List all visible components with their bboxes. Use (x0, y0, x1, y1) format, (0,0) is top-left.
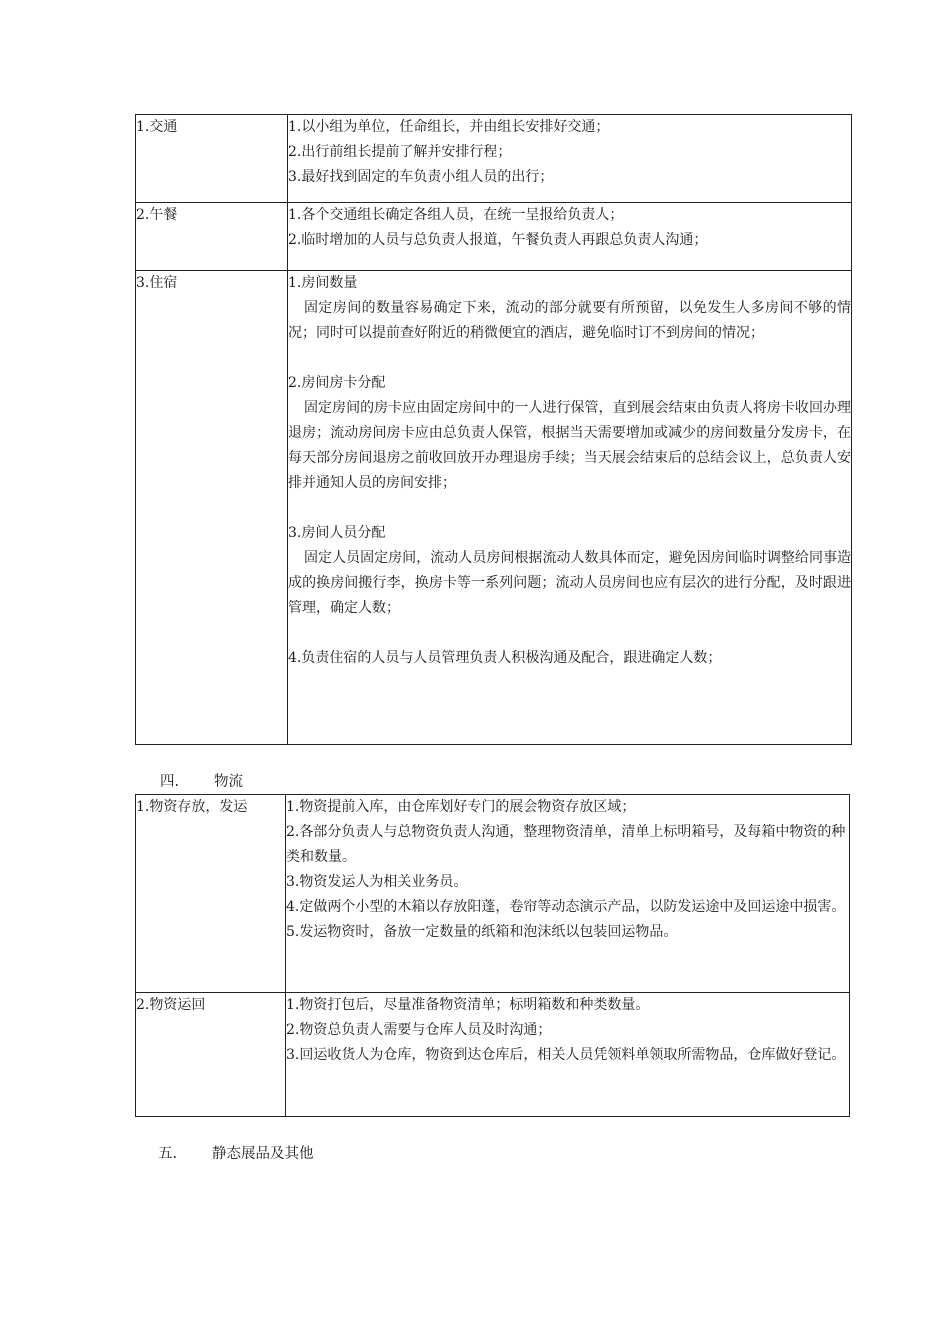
subsection-title: 1.房间数量 (288, 275, 358, 291)
detail-line: 1.物资打包后，尽量准备物资清单；标明箱数和种类数量。 (286, 997, 650, 1013)
subsection-text: 固定房间的房卡应由固定房间中的一人进行保管，直到展会结束由负责人将房卡收回办理退房；流动房间房卡应由总负责人保管，根据当天需要增加或减少的房间数量分发房卡，在每天部分房间退房之前收回放开办理退房手续；当天展会结束后的总结会议上，总负责人安排并通知人员的房间安排； (288, 400, 851, 491)
table-arrangements (135, 114, 852, 745)
section-heading-logistics (160, 772, 243, 792)
detail-line: 3.最好找到固定的车负责小组人员的出行； (288, 169, 554, 185)
section-title: 静态展品及其他 (212, 1146, 314, 1162)
row-category-lunch: 2.午餐 (136, 203, 288, 271)
table-row (136, 795, 850, 993)
detail-line: 5.发运物资时，备放一定数量的纸箱和泡沫纸以包装回运物品。 (286, 924, 678, 940)
table-row (136, 993, 850, 1117)
section-number: 五. (158, 1146, 178, 1162)
row-category-storage-shipping: 1.物资存放，发运 (136, 795, 286, 993)
detail-line: 2.临时增加的人员与总负责人报道，午餐负责人再跟总负责人沟通； (288, 232, 708, 248)
row-details-return (286, 993, 850, 1117)
subsection-title: 3.房间人员分配 (288, 525, 386, 541)
spacer (288, 346, 851, 371)
row-details-lunch (288, 203, 852, 271)
section-heading-static-exhibits (158, 1144, 314, 1164)
detail-line: 1.物资提前入库，由仓库划好专门的展会物资存放区域； (286, 799, 636, 815)
subsection-title: 4.负责住宿的人员与人员管理负责人积极沟通及配合，跟进确定人数； (288, 650, 722, 666)
table-row (136, 271, 852, 745)
section-number: 四. (160, 774, 180, 790)
table-row (136, 115, 852, 203)
detail-line: 3.物资发运人为相关业务员。 (286, 874, 468, 890)
row-category-transport: 1.交通 (136, 115, 288, 203)
section-title: 物流 (214, 774, 243, 790)
spacer (288, 621, 851, 646)
row-category-return: 2.物资运回 (136, 993, 286, 1117)
row-details-transport (288, 115, 852, 203)
row-details-storage-shipping (286, 795, 850, 993)
subsection-text: 固定房间的数量容易确定下来，流动的部分就要有所预留，以免发生人多房间不够的情况；同时可以提前查好附近的稍微便宜的酒店，避免临时订不到房间的情况； (288, 300, 851, 341)
detail-line: 1.各个交通组长确定各组人员，在统一呈报给负责人； (288, 207, 624, 223)
subsection-title: 2.房间房卡分配 (288, 375, 386, 391)
detail-line: 3.回运收货人为仓库，物资到达仓库后，相关人员凭领料单领取所需物品，仓库做好登记。 (286, 1047, 846, 1063)
table-row (136, 203, 852, 271)
detail-line: 4.定做两个小型的木箱以存放阳蓬，卷帘等动态演示产品，以防发运途中及回运途中损害。 (286, 899, 846, 915)
row-details-lodging (288, 271, 852, 745)
subsection-text: 固定人员固定房间，流动人员房间根据流动人数具体而定，避免因房间临时调整给同事造成的换房间搬行李，换房卡等一系列问题；流动人员房间也应有层次的进行分配，及时跟进管理，确定人数； (288, 550, 851, 616)
row-category-lodging: 3.住宿 (136, 271, 288, 745)
table-logistics (135, 794, 850, 1117)
detail-line: 1.以小组为单位，任命组长，并由组长安排好交通； (288, 119, 610, 135)
detail-line: 2.各部分负责人与总物资负责人沟通，整理物资清单，清单上标明箱号，及每箱中物资的种类和数量。 (286, 824, 846, 865)
detail-line: 2.物资总负责人需要与仓库人员及时沟通； (286, 1022, 552, 1038)
detail-line: 2.出行前组长提前了解并安排行程； (288, 144, 512, 160)
spacer (288, 496, 851, 521)
